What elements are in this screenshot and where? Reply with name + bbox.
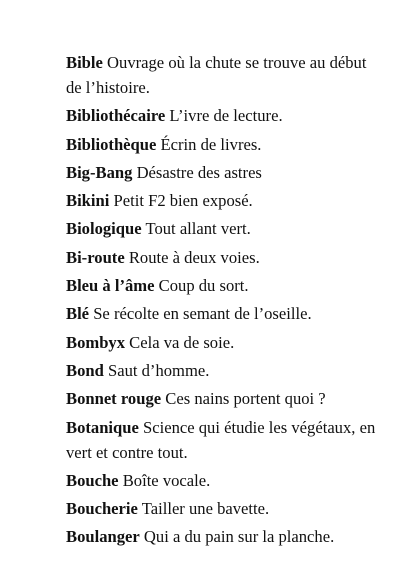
entry-definition: Désastre des astres [136, 162, 262, 182]
entry-definition: Petit F2 bien exposé. [113, 191, 253, 211]
entry-bleu-a-l-ame [66, 273, 386, 298]
entry-term: Bi-route [66, 247, 125, 267]
entry-bombyx [66, 330, 386, 355]
entry-term: Botanique [66, 417, 139, 437]
entry-term: Bibliothécaire [66, 106, 166, 126]
entry-term: Big-Bang [66, 162, 133, 182]
entry-definition: Ouvrage où la chute se trouve au début de l’histoire. [66, 53, 367, 97]
entry-bi-route [66, 245, 386, 270]
entry-bouche [66, 468, 386, 493]
entry-bond [66, 358, 386, 383]
entry-term: Bombyx [66, 332, 126, 352]
entry-term: Bond [66, 360, 104, 380]
entry-bonnet-rouge [66, 386, 386, 411]
entry-definition: Écrin de livres. [160, 134, 262, 154]
entry-term: Bikini [66, 191, 110, 211]
entry-definition: Cela va de soie. [129, 332, 235, 352]
entry-definition: Se récolte en semant de l’oseille. [93, 304, 312, 324]
entry-term: Boucherie [66, 499, 138, 519]
entry-definition: Tailler une bavette. [141, 499, 270, 519]
entry-ble [66, 301, 386, 326]
entry-bibliothecaire [66, 103, 386, 128]
entry-botanique [66, 415, 386, 465]
entry-term: Bible [66, 53, 103, 72]
entry-term: Boulanger [66, 527, 140, 547]
entry-term: Blé [66, 304, 90, 324]
entry-big-bang [66, 160, 386, 185]
entry-biologique [66, 216, 386, 241]
entry-term: Biologique [66, 219, 142, 239]
entry-definition: Ces nains portent quoi ? [165, 389, 326, 409]
entry-definition: Saut d’homme. [107, 360, 210, 380]
entry-definition: Coup du sort. [158, 276, 249, 296]
entry-bibliotheque [66, 132, 386, 157]
entry-term: Bleu à l’âme [66, 276, 155, 296]
entry-definition: Tout allant vert. [145, 219, 251, 239]
entry-term: Bouche [66, 470, 119, 490]
entry-boucherie [66, 496, 386, 521]
entry-bikini [66, 188, 386, 213]
dictionary-page [66, 50, 386, 553]
entry-definition: Boîte vocale. [122, 470, 211, 490]
entry-bible [66, 50, 386, 100]
entry-term: Bibliothèque [66, 134, 157, 154]
entry-term: Bonnet rouge [66, 389, 162, 409]
entry-boulanger [66, 524, 386, 549]
entry-definition: Qui a du pain sur la planche. [143, 527, 335, 547]
entry-definition: L’ivre de lecture. [169, 106, 283, 126]
entry-definition: Science qui étudie les végétaux, en vert et contre tout. [66, 417, 376, 462]
entry-definition: Route à deux voies. [128, 247, 260, 267]
